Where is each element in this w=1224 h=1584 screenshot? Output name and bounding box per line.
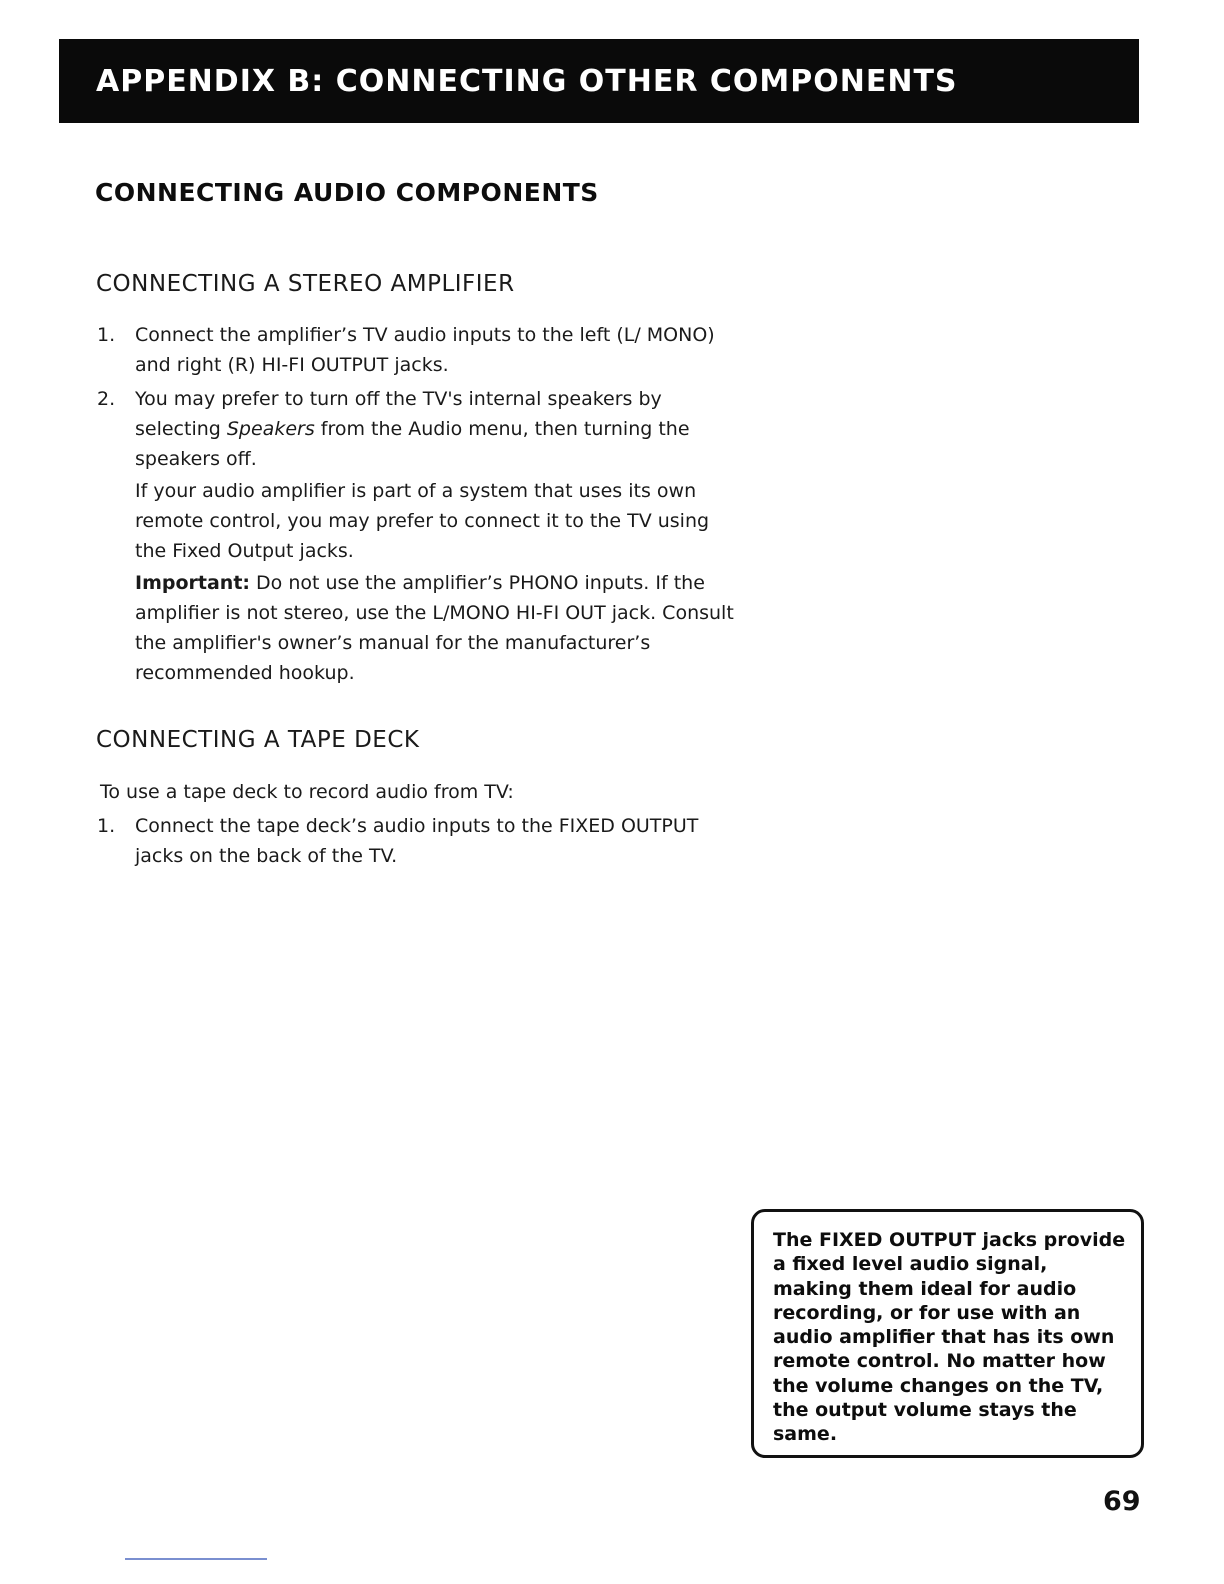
list-item [97, 384, 737, 474]
appendix-banner [59, 39, 1139, 123]
stereo-amplifier-heading: CONNECTING A STEREO AMPLIFIER [96, 271, 515, 297]
fixed-output-note-box [751, 1209, 1144, 1458]
list-item [97, 320, 737, 380]
step-number: 2. [97, 388, 116, 410]
tape-deck-heading: CONNECTING A TAPE DECK [96, 727, 420, 753]
step-text: Connect the amplifier’s TV audio inputs to the left (L/ MONO) and right (R) HI-FI OUTPUT jacks. [135, 324, 715, 376]
step-text-before: You may prefer to turn off the TV's internal speakers by selecting [135, 388, 662, 440]
step-number: 1. [97, 815, 116, 837]
decorative-underline [125, 1558, 267, 1560]
list-item [97, 811, 737, 871]
speakers-menu-term: Speakers [226, 418, 315, 440]
tape-deck-steps-list [97, 811, 737, 875]
step-text-after: from the Audio menu, then turning the speakers off. [135, 418, 690, 470]
tape-deck-intro: To use a tape deck to record audio from TV: [100, 781, 514, 803]
step-text: Connect the tape deck’s audio inputs to the FIXED OUTPUT jacks on the back of the TV. [135, 815, 699, 867]
important-label: Important: [135, 572, 251, 594]
note-text: The FIXED OUTPUT jacks provide a fixed level audio signal, making them ideal for audio recording, or for use with an audio amplifier that has its own remote control. No matter how the volume changes on the TV, the output volume stays the same. [773, 1229, 1126, 1446]
amplifier-steps-list [97, 320, 737, 478]
important-text: Do not use the amplifier’s PHONO inputs. If the amplifier is not stereo, use the L/MONO HI-FI OUT jack. Consult the amplifier's owner’s manual for the manufacturer’s recommended hookup. [135, 572, 734, 684]
important-paragraph [135, 568, 735, 688]
step-number: 1. [97, 324, 116, 346]
appendix-title: APPENDIX B: CONNECTING OTHER COMPONENTS [96, 64, 958, 99]
section-title: CONNECTING AUDIO COMPONENTS [95, 178, 599, 207]
page-number: 69 [1103, 1486, 1141, 1517]
fixed-output-paragraph: If your audio amplifier is part of a system that uses its own remote control, you may prefer to connect it to the TV using the Fixed Output jacks. [135, 480, 710, 562]
